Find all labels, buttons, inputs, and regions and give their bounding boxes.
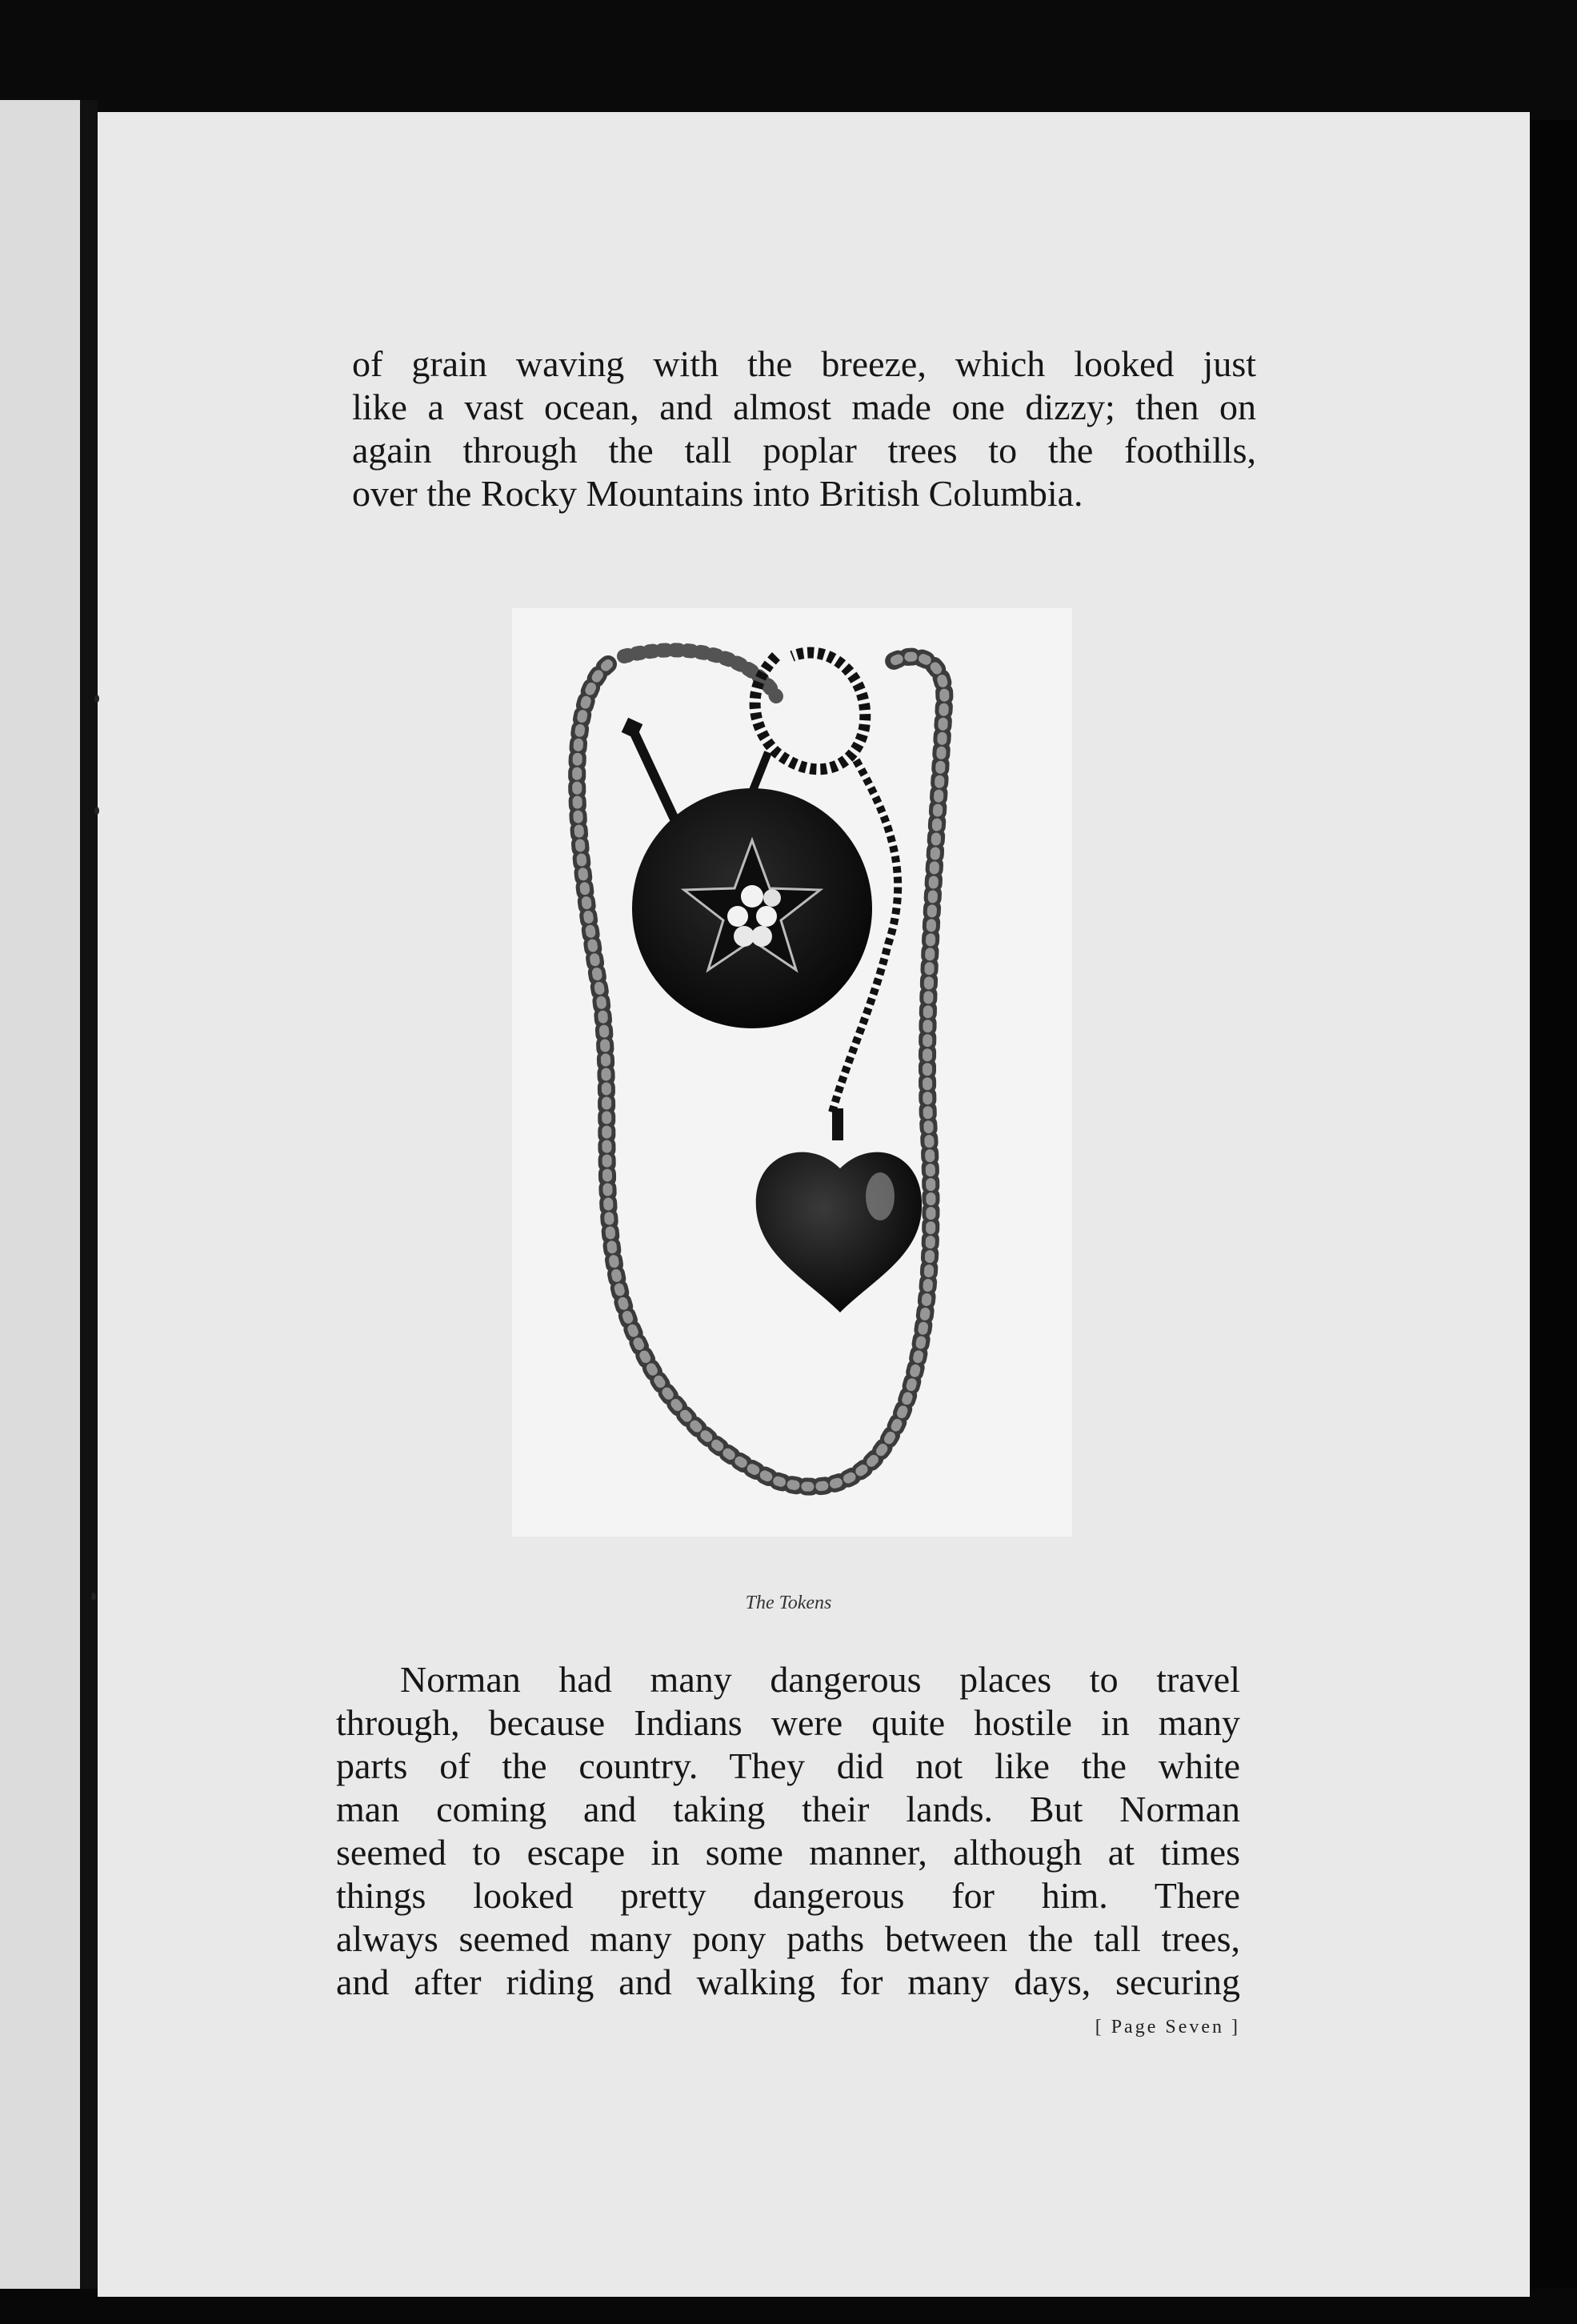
text-line: over the Rocky Mountains into British Columbia.	[352, 473, 1083, 514]
text-line: like a vast ocean, and almost made one dizzy; then on	[352, 387, 1256, 427]
tokens-photograph	[512, 608, 1072, 1537]
text-line: always seemed many pony paths between the tall trees,	[336, 1918, 1240, 1959]
text-line: things looked pretty dangerous for him. There	[336, 1875, 1240, 1916]
right-dark-edge	[1530, 120, 1577, 2313]
text-line: Norman had many dangerous places to travel	[400, 1659, 1240, 1700]
top-paragraph	[352, 343, 1256, 515]
bottom-paragraph	[336, 1658, 1240, 2004]
text-line: seemed to escape in some manner, although at times	[336, 1832, 1240, 1873]
text-line: again through the tall poplar trees to the foothills,	[352, 430, 1256, 471]
left-margin-speck	[94, 695, 99, 703]
figure-caption: The Tokens	[745, 1593, 832, 1613]
text-line: and after riding and walking for many days, securing	[336, 1961, 1240, 2002]
text-line: through, because Indians were quite hostile in many	[336, 1702, 1240, 1743]
text-line: of grain waving with the breeze, which looked just	[352, 343, 1256, 384]
left-page-edge	[0, 100, 80, 2289]
page-number: [ Page Seven ]	[1095, 2017, 1240, 2038]
left-margin-speck	[94, 807, 99, 815]
book-gutter	[80, 100, 98, 2289]
star-locket	[632, 788, 872, 1028]
text-line: man coming and taking their lands. But Norman	[336, 1789, 1240, 1829]
text-line: parts of the country. They did not like the white	[336, 1745, 1240, 1786]
